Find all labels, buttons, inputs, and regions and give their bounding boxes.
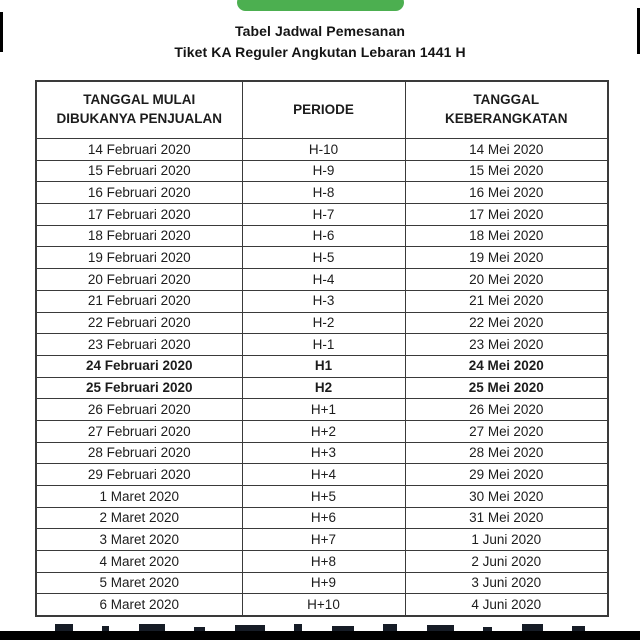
table-cell: 28 Mei 2020 [405, 442, 608, 464]
table-row [36, 420, 608, 442]
table-cell: H+7 [242, 529, 405, 551]
table-title-line1: Tabel Jadwal Pemesanan [234, 23, 405, 39]
table-row [36, 139, 608, 161]
schedule-table-body [36, 139, 608, 617]
table-cell: 21 Mei 2020 [405, 290, 608, 312]
column-header-periode: PERIODE [242, 81, 405, 139]
table-row [36, 572, 608, 594]
table-cell: 15 Mei 2020 [405, 160, 608, 182]
table-cell: H+9 [242, 572, 405, 594]
table-cell: H+3 [242, 442, 405, 464]
table-cell: H+10 [242, 594, 405, 616]
table-cell: H1 [242, 355, 405, 377]
table-cell: 3 Juni 2020 [405, 572, 608, 594]
table-cell: 2 Juni 2020 [405, 551, 608, 573]
table-cell: 27 Mei 2020 [405, 420, 608, 442]
table-row [36, 334, 608, 356]
table-cell: 17 Mei 2020 [405, 204, 608, 226]
table-row [36, 204, 608, 226]
table-cell: 20 Mei 2020 [405, 269, 608, 291]
table-cell: 17 Februari 2020 [36, 204, 242, 226]
table-cell: 23 Februari 2020 [36, 334, 242, 356]
table-cell: H2 [242, 377, 405, 399]
table-cell: 15 Februari 2020 [36, 160, 242, 182]
table-cell: H-6 [242, 225, 405, 247]
table-cell: 26 Mei 2020 [405, 399, 608, 421]
table-cell: 29 Februari 2020 [36, 464, 242, 486]
table-cell: 19 Februari 2020 [36, 247, 242, 269]
table-cell: H-10 [242, 139, 405, 161]
table-cell: H+5 [242, 486, 405, 508]
table-cell: 2 Maret 2020 [36, 507, 242, 529]
table-cell: 4 Juni 2020 [405, 594, 608, 616]
table-cell: H-8 [242, 182, 405, 204]
table-cell: H+8 [242, 551, 405, 573]
table-row [36, 160, 608, 182]
table-cell: 14 Februari 2020 [36, 139, 242, 161]
table-cell: H+6 [242, 507, 405, 529]
table-cell: 18 Februari 2020 [36, 225, 242, 247]
table-cell: H+2 [242, 420, 405, 442]
table-cell: 22 Mei 2020 [405, 312, 608, 334]
table-cell: H-3 [242, 290, 405, 312]
table-row [36, 182, 608, 204]
table-cell: 5 Maret 2020 [36, 572, 242, 594]
table-cell: 24 Mei 2020 [405, 355, 608, 377]
schedule-table [35, 80, 609, 617]
table-row [36, 442, 608, 464]
table-cell: H-2 [242, 312, 405, 334]
table-cell: 16 Mei 2020 [405, 182, 608, 204]
table-cell: 3 Maret 2020 [36, 529, 242, 551]
cropped-caption-fragment [55, 622, 585, 631]
green-button-fragment[interactable] [237, 0, 404, 11]
table-cell: 19 Mei 2020 [405, 247, 608, 269]
table-cell: 26 Februari 2020 [36, 399, 242, 421]
table-header-row [36, 81, 608, 139]
table-cell: 4 Maret 2020 [36, 551, 242, 573]
table-cell: H-5 [242, 247, 405, 269]
table-cell: H-7 [242, 204, 405, 226]
table-cell: 18 Mei 2020 [405, 225, 608, 247]
schedule-table-container [35, 80, 607, 617]
table-cell: 31 Mei 2020 [405, 507, 608, 529]
table-row [36, 507, 608, 529]
table-cell: 16 Februari 2020 [36, 182, 242, 204]
table-row [36, 247, 608, 269]
table-cell: 1 Maret 2020 [36, 486, 242, 508]
table-row [36, 551, 608, 573]
table-row [36, 355, 608, 377]
table-row [36, 377, 608, 399]
table-row [36, 486, 608, 508]
table-cell: 14 Mei 2020 [405, 139, 608, 161]
table-cell: 21 Februari 2020 [36, 290, 242, 312]
table-cell: 24 Februari 2020 [36, 355, 242, 377]
table-row [36, 269, 608, 291]
table-row [36, 529, 608, 551]
table-row [36, 225, 608, 247]
column-header-tanggal-keberangkatan: TANGGAL KEBERANGKATAN [405, 81, 608, 139]
table-cell: 6 Maret 2020 [36, 594, 242, 616]
table-cell: 27 Februari 2020 [36, 420, 242, 442]
table-cell: 20 Februari 2020 [36, 269, 242, 291]
table-cell: 22 Februari 2020 [36, 312, 242, 334]
table-cell: 30 Mei 2020 [405, 486, 608, 508]
table-cell: 28 Februari 2020 [36, 442, 242, 464]
table-row [36, 464, 608, 486]
table-row [36, 594, 608, 616]
table-cell: H-9 [242, 160, 405, 182]
table-cell: 23 Mei 2020 [405, 334, 608, 356]
table-cell: 25 Mei 2020 [405, 377, 608, 399]
bottom-black-bar [0, 631, 640, 640]
table-cell: H-1 [242, 334, 405, 356]
table-cell: H-4 [242, 269, 405, 291]
table-cell: 1 Juni 2020 [405, 529, 608, 551]
table-cell: 25 Februari 2020 [36, 377, 242, 399]
table-row [36, 290, 608, 312]
column-header-tanggal-mulai: TANGGAL MULAI DIBUKANYA PENJUALAN [36, 81, 242, 139]
table-title-line2: Tiket KA Reguler Angkutan Lebaran 1441 H [174, 44, 466, 60]
table-cell: 29 Mei 2020 [405, 464, 608, 486]
table-cell: H+4 [242, 464, 405, 486]
table-cell: H+1 [242, 399, 405, 421]
table-row [36, 312, 608, 334]
table-row [36, 399, 608, 421]
